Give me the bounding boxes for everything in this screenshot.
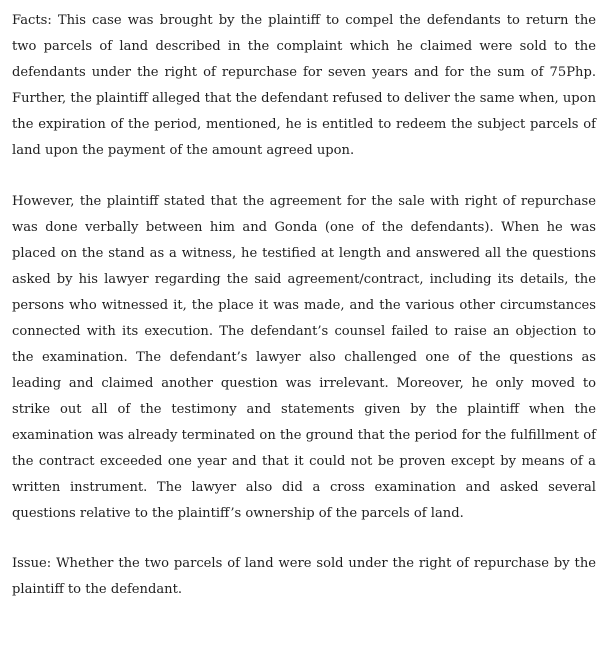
issue-paragraph: Issue: Whether the two parcels of land were sold under the right of repurchase by the plaintiff to the defendant. xyxy=(12,556,596,597)
facts-paragraph: Facts: This case was brought by the plaintiff to compel the defendants to return the two parcels of land described in the complaint which he claimed were sold to the defendants under the right of repurchase for seven years and for the sum of 75Php. Further, the plaintiff alleged that the defendant refused to deliver the same when, upon the expiration of the period, mentioned, he is entitled to redeem the subject parcels of land upon the payment of the amount agreed upon. xyxy=(12,13,596,158)
argument-paragraph: However, the plaintiff stated that the agreement for the sale with right of repurchase was done verbally between him and Gonda (one of the defendants). When he was placed on the stand as a witness, he testified at length and answered all the questions asked by his lawyer regarding the said agreement/contract, including its details, the persons who witnessed it, the place it was made, and the various other circumstances connected with its execution. The defendant’s counsel failed to raise an objection to the examination. The defendant’s lawyer also challenged one of the questions as leading and claimed another question was irrelevant. Moreover, he only moved to strike out all of the testimony and statements given by the plaintiff when the examination was already terminated on the ground that the period for the fulfillment of the contract exceeded one year and that it could not be proven except by means of a written instrument. The lawyer also did a cross examination and asked several questions relative to the plaintiff’s ownership of the parcels of land. xyxy=(12,194,596,521)
